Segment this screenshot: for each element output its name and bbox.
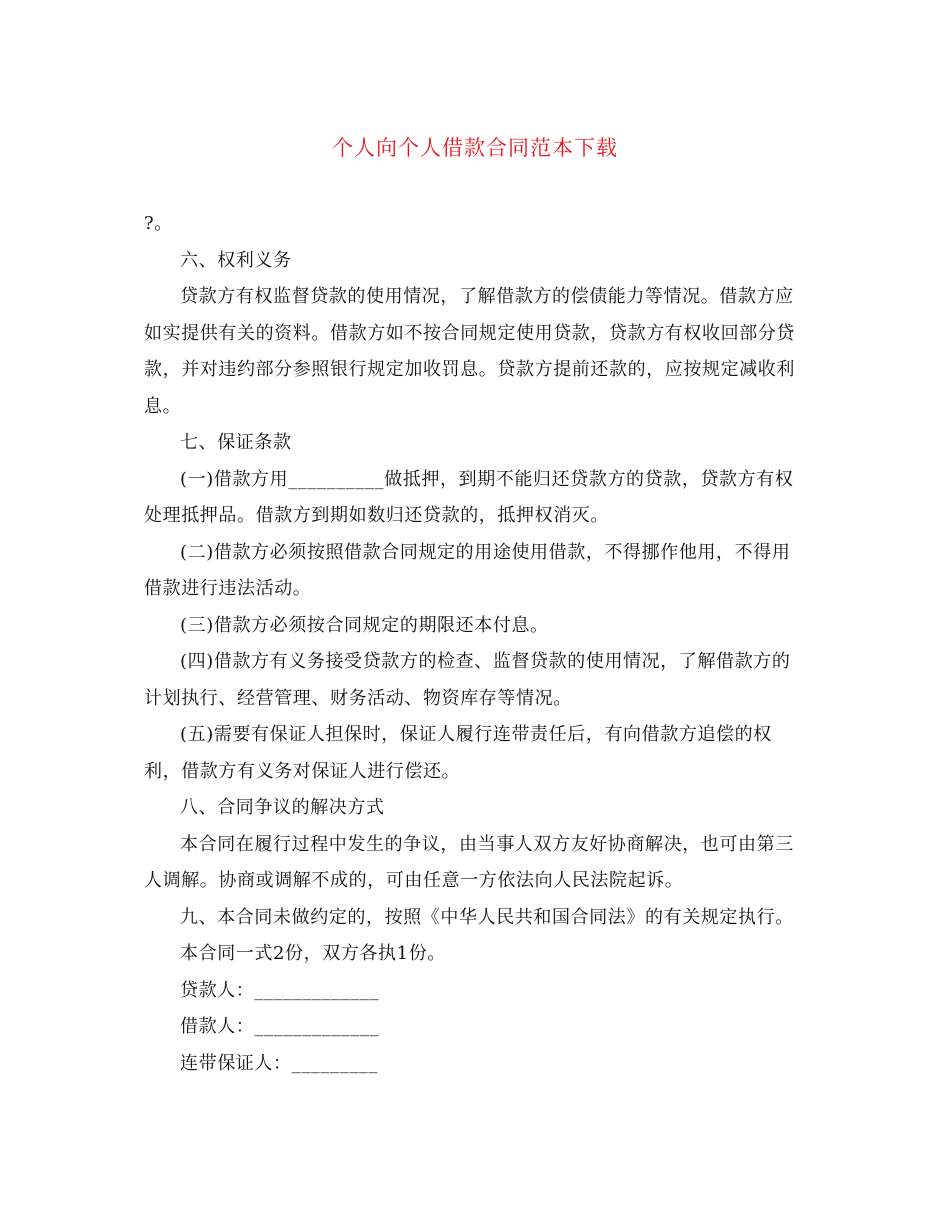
section-other-provisions: 九、本合同未做约定的，按照《中华人民共和国合同法》的有关规定执行。 xyxy=(180,906,794,928)
paragraph-rights: 贷款方有权监督贷款的使用情况，了解借款方的偿债能力等情况。借款方应如实提供有关的资料。借款方如不按合同规定使用贷款，贷款方有权收回部分贷款，并对违约部分参照银行规定加收罚息。贷款方提前还款的，应按规定减收利息。 xyxy=(144,286,795,417)
paragraph-copies: 本合同一式2份，双方各执1份。 xyxy=(180,943,446,964)
clause-1: (一)借款方用__________做抵押，到期不能归还贷款方的贷款，贷款方有权处理抵押品。借款方到期如数归还贷款的，抵押权消灭。 xyxy=(144,468,794,526)
paragraph-dispute: 本合同在履行过程中发生的争议，由当事人双方友好协商解决，也可由第三人调解。协商或调解不成的，可由任意一方依法向人民法院起诉。 xyxy=(144,833,794,891)
signature-lender: 贷款人：_____________ xyxy=(180,979,380,1001)
document-body xyxy=(144,206,804,1082)
section-heading-guarantee: 七、保证条款 xyxy=(180,432,292,453)
section-heading-dispute: 八、合同争议的解决方式 xyxy=(180,797,385,818)
section-heading-rights: 六、权利义务 xyxy=(180,249,292,271)
document-title: 个人向个人借款合同范本下载 xyxy=(332,136,618,160)
signature-guarantor: 连带保证人：_________ xyxy=(180,1052,378,1074)
clause-4: (四)借款方有义务接受贷款方的检查、监督贷款的使用情况，了解借款方的计划执行、经营管理、财务活动、物资库存等情况。 xyxy=(144,651,791,709)
clause-2: (二)借款方必须按照借款合同规定的用途使用借款，不得挪作他用，不得用借款进行违法活动。 xyxy=(144,541,791,599)
signature-borrower: 借款人：_____________ xyxy=(180,1016,380,1037)
clause-3: (三)借款方必须按合同规定的期限还本付息。 xyxy=(180,614,549,636)
clause-5: (五)需要有保证人担保时，保证人履行连带责任后，有向借款方追偿的权利，借款方有义务对保证人进行偿还。 xyxy=(144,724,772,782)
paragraph-fragment: ?。 xyxy=(144,213,173,234)
